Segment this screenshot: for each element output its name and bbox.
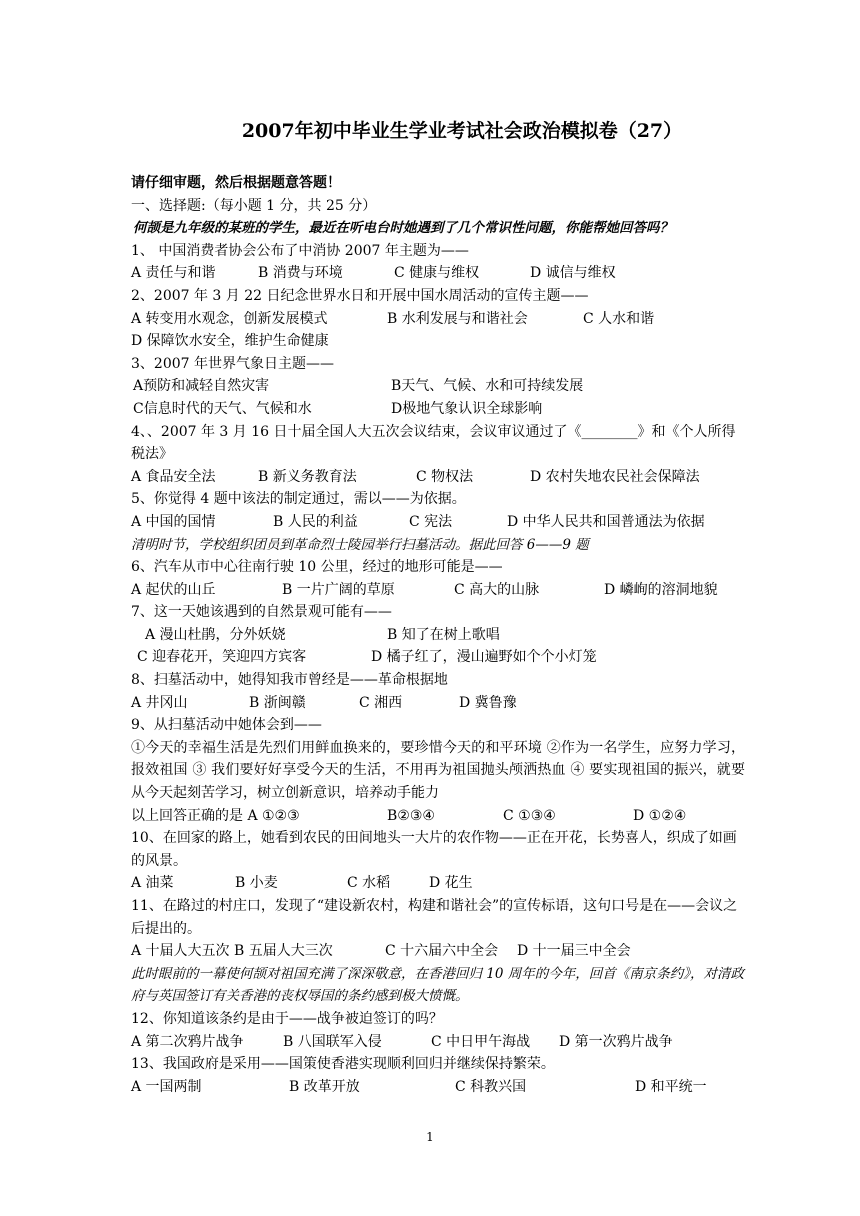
option: C 物权法 <box>416 468 474 485</box>
intro-paragraph-3: 此时眼前的一幕使何颉对祖国充满了深深敬意，在香港回归 10 周年的今年，回首《南京条约》，对清政府与英国签订有关香港的丧权辱国的条约感到极大愤慨。 <box>131 965 745 1005</box>
option: A 第二次鸦片战争 <box>131 1033 244 1050</box>
document-body <box>131 172 745 1098</box>
question-2-options <box>131 308 745 331</box>
question-9-statements: ①今天的幸福生活是先烈们用鲜血换来的，要珍惜今天的和平环境 ②作为一名学生，应努力学习，报效祖国 ③ 我们要好好享受今天的生活，不用再为祖国抛头颅洒热血 ④ 要实现祖国的振兴，就要从今天起刻苦学习，树立创新意识，培养动手能力 <box>131 739 745 802</box>
option: D 橘子红了，漫山遍野如个个小灯笼 <box>371 649 597 666</box>
option: C信息时代的天气、气候和水 <box>133 400 312 417</box>
option: C 水稻 <box>347 875 391 892</box>
intro-paragraph-2: 清明时节，学校组织团员到革命烈士陵园举行扫墓活动。据此回答 6——9 题 <box>131 536 589 553</box>
option: B 八国联军入侵 <box>283 1033 382 1050</box>
option: C 迎春花开，笑迎四方宾客 <box>137 649 307 666</box>
option: B 知了在树上歌唱 <box>387 626 500 643</box>
question-13: 13、我国政府是采用——国策使香港实现顺利回归并继续保持繁荣。 <box>131 1056 555 1073</box>
option: D 和平统一 <box>635 1078 707 1095</box>
question-1: 1、 中国消费者协会公布了中消协 2007 年主题为—— <box>131 242 469 259</box>
option: A 食品安全法 <box>131 468 216 485</box>
option: B②③④ <box>387 807 435 824</box>
option: C 湘西 <box>359 694 403 711</box>
option: D 诚信与维权 <box>530 265 616 282</box>
option: D 冀鲁豫 <box>459 694 517 711</box>
option: A 中国的国情 <box>131 513 216 530</box>
option: B 消费与环境 <box>258 265 343 282</box>
question-8-options <box>131 692 745 715</box>
question-12: 12、你知道该条约是由于——战争被迫签订的吗？ <box>131 1010 443 1027</box>
option: B 小麦 <box>235 875 278 892</box>
option: D 嶙峋的溶洞地貌 <box>604 581 718 598</box>
option: C 十六届六中全会 <box>385 943 499 960</box>
option: 以上回答正确的是 A ①②③ <box>131 807 300 824</box>
option: D ①②④ <box>633 807 687 824</box>
option: A预防和减轻自然灾害 <box>133 378 270 395</box>
option: A 一国两制 <box>131 1078 202 1095</box>
option: D极地气象认识全球影响 <box>391 400 543 417</box>
option: A 十届人大五次 B 五届人大三次 <box>131 943 333 960</box>
option: B 浙闽赣 <box>249 694 306 711</box>
option: A 责任与和谐 <box>131 265 216 282</box>
question-3-options-row-2 <box>131 398 745 421</box>
question-7: 7、这一天她该遇到的自然景观可能有—— <box>131 604 392 621</box>
option: C 中日甲午海战 <box>431 1033 531 1050</box>
option: B天气、气候、水和可持续发展 <box>391 378 584 395</box>
question-5: 5、你觉得 4 题中该法的制定通过，需以——为依据。 <box>131 491 466 508</box>
intro-paragraph-1: 何颉是九年级的某班的学生，最近在听电台时她遇到了几个常识性问题，你能帮她回答吗？ <box>133 220 673 237</box>
question-3-options-row-1 <box>131 375 745 398</box>
option: B 一片广阔的草原 <box>282 581 395 598</box>
question-6: 6、汽车从市中心往南行驶 10 公里，经过的地形可能是—— <box>131 559 503 576</box>
option: D 中华人民共和国普通法为依据 <box>507 513 705 530</box>
question-11-options <box>131 940 745 963</box>
option: D 花生 <box>429 875 473 892</box>
question-6-options <box>131 579 745 602</box>
question-10: 10、在回家的路上，她看到农民的田间地头一大片的农作物——正在开花，长势喜人，织成了如画的风景。 <box>131 830 737 869</box>
page-title: 2007年初中毕业生学业考试社会政治模拟卷（27） <box>241 120 683 142</box>
question-10-options <box>131 872 745 895</box>
option: C 人水和谐 <box>583 310 655 327</box>
option: B 改革开放 <box>289 1078 360 1095</box>
option: A 转变用水观念，创新发展模式 <box>131 310 328 327</box>
question-4-options <box>131 466 745 489</box>
option: D 十一届三中全会 <box>517 943 631 960</box>
option: C 科教兴国 <box>455 1078 527 1095</box>
option: A 起伏的山丘 <box>131 581 216 598</box>
question-9-options <box>131 805 745 828</box>
option: B 人民的利益 <box>273 513 358 530</box>
option: A 油菜 <box>131 875 174 892</box>
option: C 宪法 <box>409 513 453 530</box>
option: A 井冈山 <box>131 694 188 711</box>
question-11: 11、在路过的村庄口，发现了“建设新农村，构建和谐社会”的宣传标语，这句口号是在——会议之后提出的。 <box>131 898 738 937</box>
question-4: 4、、2007 年 3 月 16 日十届全国人大五次会议结束，会议审议通过了《________》和《个人所得税法》 <box>131 423 736 463</box>
question-13-options <box>131 1076 745 1099</box>
instruction: 请仔细审题，然后根据题意答题！ <box>131 175 341 191</box>
option: D 农村失地农民社会保障法 <box>530 468 700 485</box>
question-2: 2、2007 年 3 月 22 日纪念世界水日和开展中国水周活动的宣传主题—— <box>131 287 589 304</box>
question-5-options <box>131 511 745 534</box>
option: B 新义务教育法 <box>258 468 357 485</box>
option: A 漫山杜鹃，分外妖娆 <box>145 626 286 643</box>
question-7-options-row-1 <box>131 624 745 647</box>
question-12-options <box>131 1031 745 1054</box>
question-7-options-row-2 <box>131 646 745 669</box>
question-1-options <box>131 262 745 285</box>
question-9: 9、从扫墓活动中她体会到—— <box>131 717 322 734</box>
option: B 水利发展与和谐社会 <box>387 310 528 327</box>
page-number: 1 <box>426 1130 434 1144</box>
option: D 第一次鸦片战争 <box>559 1033 673 1050</box>
section-heading: 一、选择题:（每小题 1 分，共 25 分） <box>131 197 377 214</box>
question-2-option-d: D 保障饮水安全，维护生命健康 <box>131 333 329 350</box>
option: C 健康与维权 <box>394 265 480 282</box>
question-3: 3、2007 年世界气象日主题—— <box>131 355 334 372</box>
question-8: 8、扫墓活动中，她得知我市曾经是——革命根据地 <box>131 672 448 689</box>
option: C ①③④ <box>503 807 556 824</box>
option: C 高大的山脉 <box>454 581 540 598</box>
